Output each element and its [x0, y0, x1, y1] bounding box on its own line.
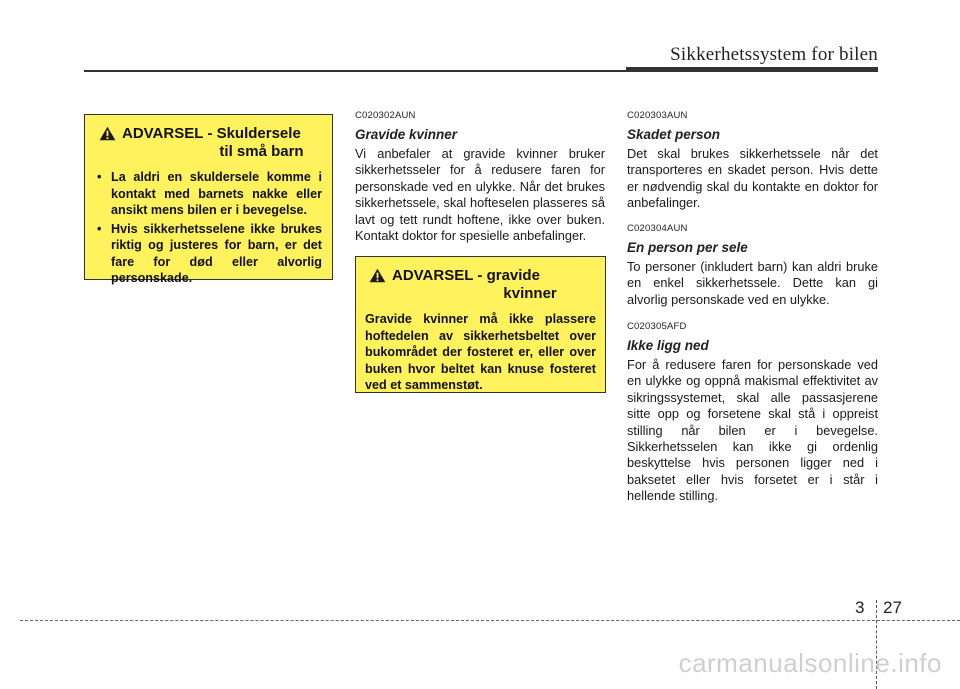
- section-body: Vi anbefaler at gravide kvinner bruker sikkerhetsseler for å redusere faren for personskade ved en ulykke. Når det brukes sikkerhetssele, skal hofteselen plasseres så lavt og tett rundt hoftene, ikke over buken. Kontakt doktor for spesielle anbefalinger.: [355, 146, 605, 244]
- section-body: To personer (inkludert barn) kan aldri bruke en enkel sikkerhetssele. Dette kan gi alvorlig personskade ved en ulykke.: [627, 259, 878, 307]
- page-number: 27: [883, 598, 902, 617]
- warning-subtitle-line2: kvinner: [503, 285, 557, 302]
- header-rule-accent: [626, 67, 878, 72]
- footer-rule: [20, 620, 960, 621]
- section-body: Det skal brukes sikkerhetssele når det transporteres en skadet person. Hvis dette er nødvendig skal du kontakte en doktor for anbefalinger.: [627, 146, 878, 211]
- warning-box-pregnant-women: [355, 256, 606, 393]
- warning-subtitle-line1: - gravide: [477, 267, 540, 284]
- section-code: C020303AUN: [627, 110, 688, 121]
- page-header-title: Sikkerhetssystem for bilen: [670, 44, 878, 65]
- watermark: carmanualsonline.info: [678, 648, 942, 678]
- section-body: For å redusere faren for personskade ved en ulykke og oppnå makismal effektivitet av sikringssystemet, skal alle passasjerene sitte opp og forsetene skal stå i oppreist stilling når bilen er i bevegelse. Sikkerhetsselen kan ikke gi ordenlig beskyttelse hvis personen ligger ned i baksetet eller hvis forsetet er i står i hellende stilling.: [627, 357, 878, 504]
- warning-header: [99, 125, 322, 161]
- warning-bullet: • La aldri en skuldersele komme i kontakt med barnets nakke eller ansikt mens bilen er i bevegelse.: [95, 169, 322, 219]
- warning-box-child-shoulder-belt: [84, 114, 333, 285]
- section-do-not-lie-down: [627, 321, 878, 505]
- section-pregnant-women: [355, 110, 605, 244]
- warning-bullet-list: [95, 169, 322, 287]
- warning-subtitle-line2: til små barn: [219, 143, 304, 160]
- warning-subtitle: [207, 125, 303, 161]
- section-title: Skadet person: [627, 127, 721, 142]
- warning-bullet: • Hvis sikkerhetsselene ikke brukes riktig og justeres for barn, er det fare for død eller alvorlig personskade.: [95, 221, 322, 287]
- section-title: En person per sele: [627, 240, 748, 255]
- section-code: C020304AUN: [627, 223, 688, 234]
- warning-triangle-icon: [99, 126, 116, 141]
- warning-word: ADVARSEL: [122, 125, 204, 142]
- warning-text: Gravide kvinner må ikke plassere hoftedelen av sikkerhetsbeltet over bukområdet der fosteret er, eller over buken hvor beltet kan knuse fosteret ved et sammenstøt.: [365, 312, 596, 392]
- warning-header: [369, 267, 596, 303]
- section-title: Ikke ligg ned: [627, 338, 709, 353]
- section-code: C020305AFD: [627, 321, 687, 332]
- section-code: C020302AUN: [355, 110, 416, 121]
- section-injured-person: [627, 110, 878, 212]
- chapter-number: 3: [855, 598, 865, 617]
- warning-subtitle-line1: - Skuldersele: [207, 125, 301, 142]
- warning-triangle-icon: [369, 268, 386, 283]
- section-one-person-per-belt: [627, 223, 878, 308]
- warning-word: ADVARSEL: [392, 267, 474, 284]
- section-title: Gravide kvinner: [355, 127, 458, 142]
- warning-subtitle: [477, 267, 556, 303]
